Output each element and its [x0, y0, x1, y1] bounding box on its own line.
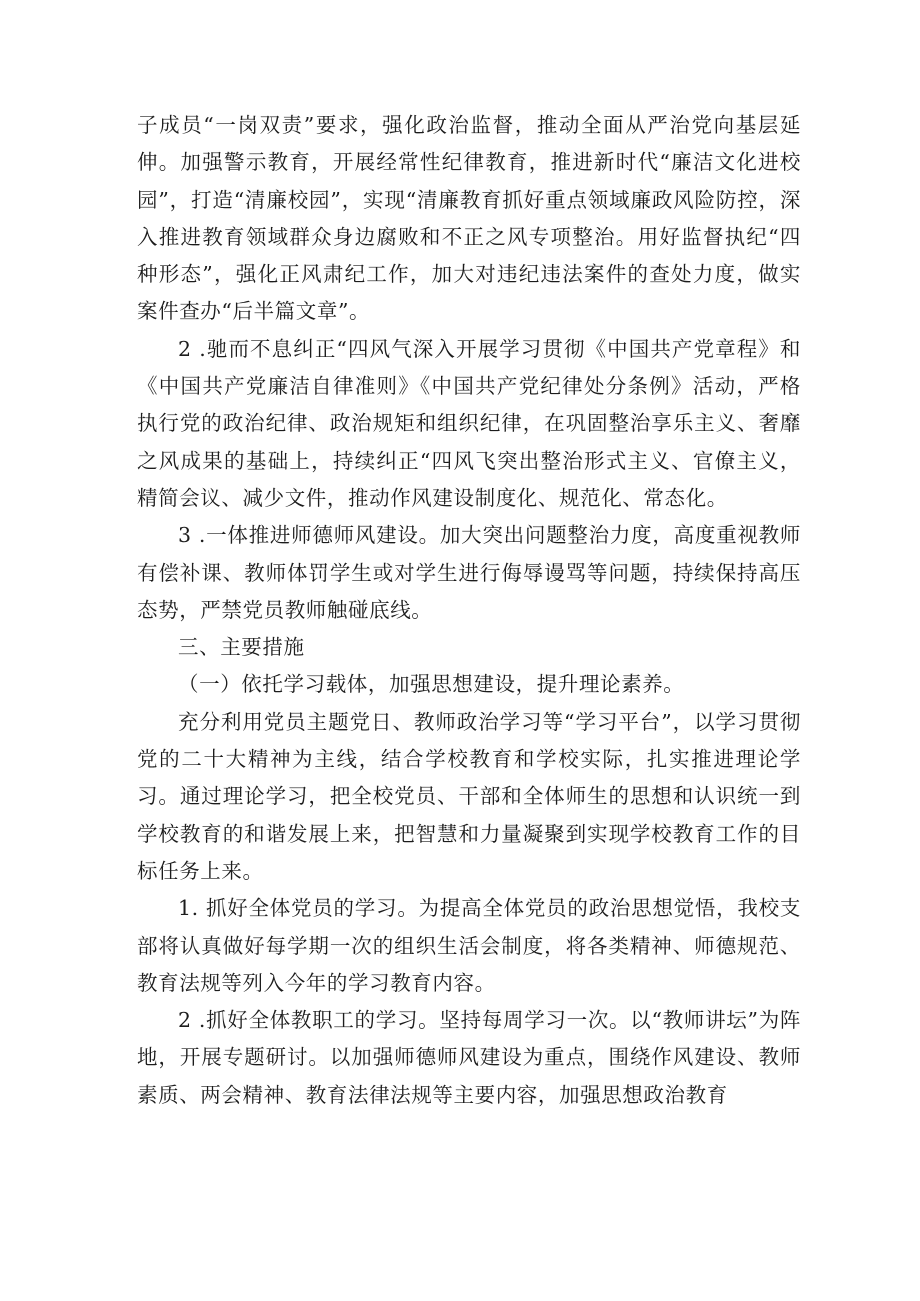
subsection-heading: （一）依托学习载体，加强思想建设，提升理论素养。 — [178, 672, 685, 697]
document-body — [137, 107, 801, 1114]
paragraph-list-item-1: 1. 抓好全体党员的学习。为提高全体党员的政治思想觉悟，我校支部将认真做好每学期一次的组织生活会制度，将各类精神、师德规范、教育法规等列入今年的学习教育内容。 — [137, 896, 801, 995]
paragraph-item-2: 2 .驰而不息纠正“四风气深入开展学习贯彻《中国共产党章程》和《中国共产党廉洁自律准则》《中国共产党纪律处分条例》活动，严格执行党的政治纪律、政治规矩和组织纪律，在巩固整治享乐主义、奢靡之风成果的基础上，持续纠正“四风飞突出整治形式主义、官僚主义，精简会议、减少文件，推动作风建设制度化、规范化、常态化。 — [137, 336, 801, 510]
paragraph-list-item-2: 2 .抓好全体教职工的学习。坚持每周学习一次。以“教师讲坛”为阵地，开展专题研讨。以加强师德师风建设为重点，围绕作风建设、教师素质、两会精神、教育法律法规等主要内容，加强思想政治教育 — [137, 1008, 801, 1107]
paragraph-continuation: 子成员“一岗双责”要求，强化政治监督，推动全面从严治党向基层延伸。加强警示教育，开展经常性纪律教育，推进新时代“廉洁文化进校园”，打造“清廉校园”，实现“清廉教育抓好重点领域廉政风险防控，深入推进教育领域群众身边腐败和不正之风专项整治。用好监督执纪“四种形态”，强化正风肃纪工作，加大对违纪违法案件的查处力度，做实案件查办“后半篇文章”。 — [137, 113, 801, 324]
section-heading: 三、主要措施 — [178, 635, 305, 660]
paragraph-item-3: 3 .一体推进师德师风建设。加大突出问题整治力度，高度重视教师有偿补课、教师体罚学生或对学生进行侮辱谩骂等问题，持续保持高压态势，严禁党员教师触碰底线。 — [137, 523, 801, 622]
paragraph-body: 充分利用党员主题党日、教师政治学习等“学习平台”，以学习贯彻党的二十大精神为主线，结合学校教育和学校实际，扎实推进理论学习。通过理论学习，把全校党员、干部和全体师生的思想和认识统一到学校教育的和谐发展上来，把智慧和力量凝聚到实现学校教育工作的目标任务上来。 — [137, 709, 801, 883]
